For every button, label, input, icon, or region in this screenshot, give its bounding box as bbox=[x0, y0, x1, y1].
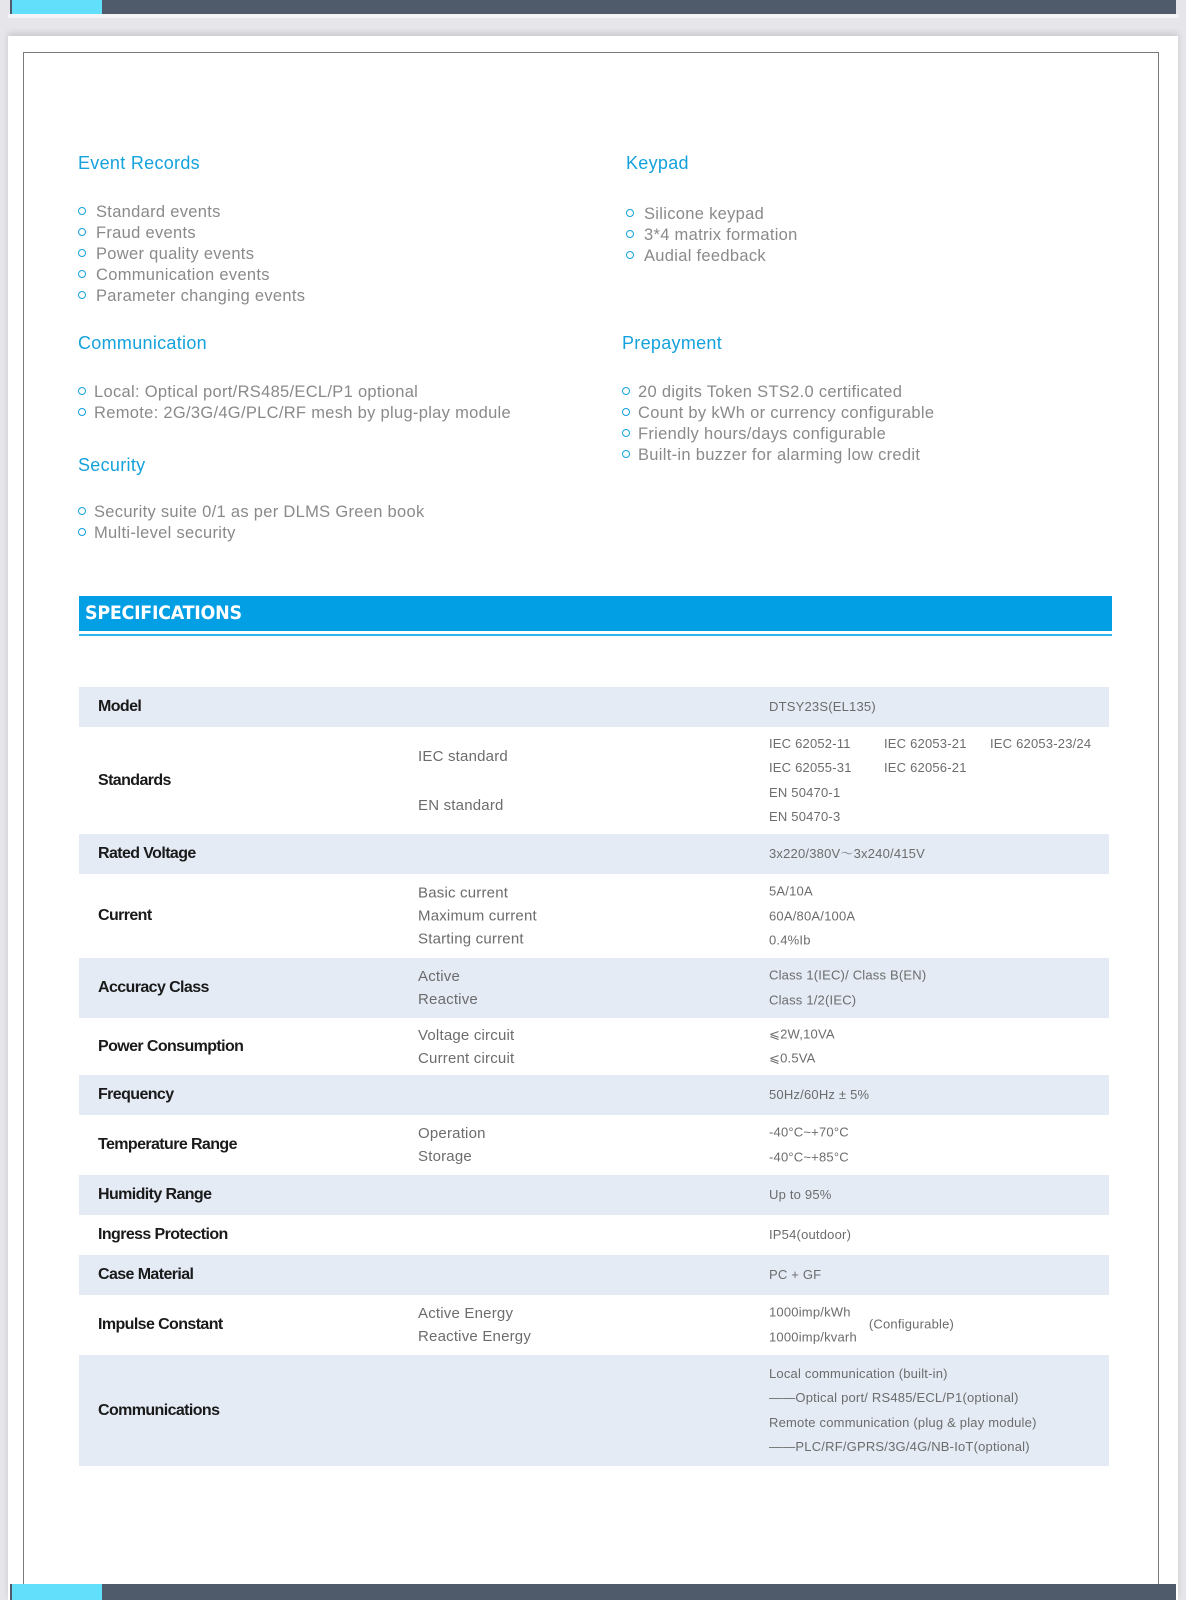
list-item bbox=[78, 403, 511, 424]
list-item bbox=[622, 403, 934, 424]
spec-sub-labels bbox=[418, 745, 508, 817]
spec-label: Accuracy Class bbox=[98, 979, 209, 996]
circle-bullet-icon bbox=[78, 228, 86, 236]
spec-value: ——Optical port/ RS485/ECL/P1(optional) bbox=[769, 1390, 1019, 1405]
circle-bullet-icon bbox=[626, 209, 634, 217]
bullet-list bbox=[78, 202, 305, 307]
standards-grid bbox=[769, 732, 1091, 830]
spec-values bbox=[769, 695, 876, 720]
spec-sub-labels bbox=[418, 965, 478, 1011]
list-item-text: Local: Optical port/RS485/ECL/P1 optional bbox=[94, 383, 419, 401]
section-title: Keypad bbox=[626, 153, 689, 173]
circle-bullet-icon bbox=[622, 450, 630, 458]
spec-value: ——PLC/RF/GPRS/3G/4G/NB-IoT(optional) bbox=[769, 1439, 1030, 1454]
circle-bullet-icon bbox=[622, 408, 630, 416]
spec-sub-label: Voltage circuit bbox=[418, 1026, 515, 1044]
spec-value: Class 1/2(IEC) bbox=[769, 992, 857, 1007]
spec-label: Humidity Range bbox=[98, 1186, 212, 1203]
spec-sub-label: Active bbox=[418, 968, 461, 985]
spec-values bbox=[769, 1183, 832, 1208]
page-bottom-strip bbox=[10, 1584, 1176, 1600]
spec-label: Frequency bbox=[98, 1086, 174, 1103]
list-item-text: Audial feedback bbox=[644, 247, 766, 265]
list-item bbox=[622, 424, 934, 445]
spec-value: 1000imp/kvarh bbox=[769, 1329, 857, 1344]
spec-row bbox=[79, 1215, 1109, 1255]
page-top-strip bbox=[10, 0, 1176, 14]
strip-accent bbox=[12, 0, 102, 14]
spec-values bbox=[769, 1083, 869, 1108]
spec-values bbox=[769, 732, 1091, 830]
spec-value: Local communication (built-in) bbox=[769, 1365, 948, 1381]
spec-value: DTSY23S(EL135) bbox=[769, 698, 876, 714]
standard-code: IEC 62052-11 bbox=[769, 735, 851, 751]
list-item bbox=[78, 223, 305, 244]
section-prepayment bbox=[622, 333, 934, 466]
spec-value: ⩽2W,10VA bbox=[769, 1026, 835, 1041]
spec-values bbox=[769, 1301, 954, 1350]
spec-value: Up to 95% bbox=[769, 1186, 832, 1202]
banner-underline bbox=[79, 634, 1112, 636]
list-item-text: Communication events bbox=[96, 266, 270, 284]
section-security bbox=[78, 455, 425, 544]
previous-page-edge bbox=[8, 14, 1178, 18]
section-title: Security bbox=[78, 455, 146, 475]
standard-code bbox=[990, 805, 1091, 830]
circle-bullet-icon bbox=[626, 251, 634, 259]
circle-bullet-icon bbox=[78, 249, 86, 257]
list-item bbox=[626, 204, 798, 225]
spec-row bbox=[79, 727, 1109, 834]
list-item-text: 3*4 matrix formation bbox=[644, 226, 798, 244]
list-item bbox=[78, 382, 511, 403]
spec-value: -40°C~+70°C bbox=[769, 1124, 849, 1140]
spec-value: 3x220/380V～3x240/415V bbox=[769, 845, 925, 861]
standard-code bbox=[884, 805, 990, 830]
spec-label: Standards bbox=[98, 771, 171, 789]
circle-bullet-icon bbox=[78, 408, 86, 416]
spec-sub-labels bbox=[418, 1024, 514, 1070]
standard-code: IEC 62055-31 bbox=[769, 760, 852, 775]
spec-value: 0.4%Ib bbox=[769, 932, 811, 948]
specifications-table bbox=[79, 687, 1109, 1466]
strip-accent bbox=[12, 1584, 102, 1600]
list-item bbox=[622, 382, 934, 403]
spec-sub-label: Active Energy bbox=[418, 1305, 514, 1322]
section-title: Communication bbox=[78, 333, 207, 353]
list-item bbox=[78, 523, 425, 544]
spec-sub-label: Current circuit bbox=[418, 1049, 515, 1067]
spec-row bbox=[79, 1018, 1109, 1075]
spec-sub-label: Reactive bbox=[418, 991, 478, 1008]
list-item bbox=[78, 286, 305, 307]
spec-label: Temperature Range bbox=[98, 1136, 237, 1153]
spec-sub-label: IEC standard bbox=[418, 747, 508, 765]
spec-row bbox=[79, 1295, 1109, 1355]
spec-row bbox=[79, 1255, 1109, 1295]
specifications-banner bbox=[79, 596, 1112, 631]
list-item-text: 20 digits Token STS2.0 certificated bbox=[638, 383, 903, 401]
list-item-text: Silicone keypad bbox=[644, 205, 765, 223]
spec-sub-label: Storage bbox=[418, 1148, 472, 1165]
spec-values bbox=[769, 1121, 849, 1170]
section-title: Prepayment bbox=[622, 333, 723, 353]
list-item bbox=[626, 225, 798, 246]
spec-label: Case Material bbox=[98, 1266, 194, 1283]
section-event-records bbox=[78, 153, 305, 307]
spec-label: Power Consumption bbox=[98, 1037, 244, 1055]
spec-value: -40°C~+85°C bbox=[769, 1149, 849, 1164]
spec-label: Current bbox=[98, 907, 152, 924]
spec-label: Impulse Constant bbox=[98, 1316, 223, 1333]
bullet-list bbox=[622, 382, 934, 466]
spec-row bbox=[79, 874, 1109, 958]
specifications-title: SPECIFICATIONS bbox=[85, 602, 242, 624]
spec-value: 1000imp/kWh bbox=[769, 1304, 851, 1320]
spec-row bbox=[79, 1355, 1109, 1466]
list-item bbox=[78, 202, 305, 223]
list-item-text: Remote: 2G/3G/4G/PLC/RF mesh by plug-play module bbox=[94, 404, 511, 422]
bullet-list bbox=[78, 382, 511, 424]
spec-values bbox=[769, 1263, 821, 1288]
list-item-text: Count by kWh or currency configurable bbox=[638, 404, 935, 422]
standard-code: IEC 62053-21 bbox=[884, 735, 967, 751]
spec-row bbox=[79, 1115, 1109, 1175]
spec-row bbox=[79, 1075, 1109, 1115]
circle-bullet-icon bbox=[622, 429, 630, 437]
standard-code: EN 50470-1 bbox=[769, 784, 841, 800]
list-item bbox=[626, 246, 798, 267]
spec-sub-labels bbox=[418, 1122, 486, 1168]
circle-bullet-icon bbox=[626, 230, 634, 238]
spec-value: 60A/80A/100A bbox=[769, 907, 856, 923]
impulse-values bbox=[769, 1301, 954, 1350]
standard-code: EN 50470-3 bbox=[769, 809, 841, 824]
spec-sub-label: Basic current bbox=[418, 884, 509, 902]
spec-label: Model bbox=[98, 698, 142, 715]
spec-sub-label: Starting current bbox=[418, 930, 524, 948]
spec-value: ⩽0.5VA bbox=[769, 1050, 816, 1066]
standard-code bbox=[884, 781, 990, 806]
spec-label: Communications bbox=[98, 1401, 220, 1419]
spec-values bbox=[769, 1223, 851, 1248]
list-item bbox=[78, 244, 305, 265]
spec-row bbox=[79, 1175, 1109, 1215]
standard-code bbox=[990, 756, 1091, 781]
list-item-text: Friendly hours/days configurable bbox=[638, 425, 887, 443]
spec-value: 50Hz/60Hz ± 5% bbox=[769, 1086, 870, 1102]
spec-note: (Configurable) bbox=[868, 1316, 955, 1332]
list-item bbox=[78, 265, 305, 286]
spec-label: Rated Voltage bbox=[98, 845, 196, 862]
standard-code: IEC 62053-23/24 bbox=[990, 735, 1092, 751]
spec-sub-label: Reactive Energy bbox=[418, 1328, 532, 1345]
spec-value: IP54(outdoor) bbox=[769, 1226, 852, 1242]
standard-code: IEC 62056-21 bbox=[884, 760, 967, 775]
standard-code bbox=[990, 781, 1091, 806]
section-title: Event Records bbox=[78, 153, 200, 173]
circle-bullet-icon bbox=[78, 291, 86, 299]
spec-values bbox=[769, 1362, 1037, 1460]
spec-sub-label: EN standard bbox=[418, 796, 504, 814]
circle-bullet-icon bbox=[78, 387, 86, 395]
section-keypad bbox=[626, 153, 798, 267]
spec-value: PC + GF bbox=[769, 1266, 822, 1282]
spec-row bbox=[79, 958, 1109, 1018]
circle-bullet-icon bbox=[622, 387, 630, 395]
list-item bbox=[78, 502, 425, 523]
bullet-list bbox=[78, 502, 425, 544]
circle-bullet-icon bbox=[78, 270, 86, 278]
list-item-text: Parameter changing events bbox=[96, 287, 306, 305]
circle-bullet-icon bbox=[78, 207, 86, 215]
circle-bullet-icon bbox=[78, 507, 86, 515]
bullet-list bbox=[626, 204, 798, 267]
spec-row bbox=[79, 834, 1109, 874]
circle-bullet-icon bbox=[78, 528, 86, 536]
spec-values bbox=[769, 1022, 835, 1071]
list-item-text: Security suite 0/1 as per DLMS Green book bbox=[94, 503, 425, 521]
list-item-text: Fraud events bbox=[96, 224, 196, 242]
list-item-text: Standard events bbox=[96, 203, 221, 221]
spec-sub-labels bbox=[418, 1302, 531, 1348]
list-item-text: Built-in buzzer for alarming low credit bbox=[638, 446, 921, 464]
spec-value: 5A/10A bbox=[769, 883, 813, 899]
list-item bbox=[622, 445, 934, 466]
spec-row bbox=[79, 687, 1109, 727]
spec-value: Remote communication (plug & play module) bbox=[769, 1414, 1037, 1430]
list-item-text: Multi-level security bbox=[94, 524, 236, 542]
spec-values bbox=[769, 842, 925, 867]
spec-value: Class 1(IEC)/ Class B(EN) bbox=[769, 967, 927, 983]
spec-label: Ingress Protection bbox=[98, 1226, 228, 1243]
spec-values bbox=[769, 879, 855, 953]
spec-sub-labels bbox=[418, 882, 537, 951]
spec-values bbox=[769, 964, 926, 1013]
list-item-text: Power quality events bbox=[96, 245, 255, 263]
spec-sub-label: Operation bbox=[418, 1125, 486, 1142]
section-communication bbox=[78, 333, 511, 424]
spec-sub-label: Maximum current bbox=[418, 907, 537, 925]
